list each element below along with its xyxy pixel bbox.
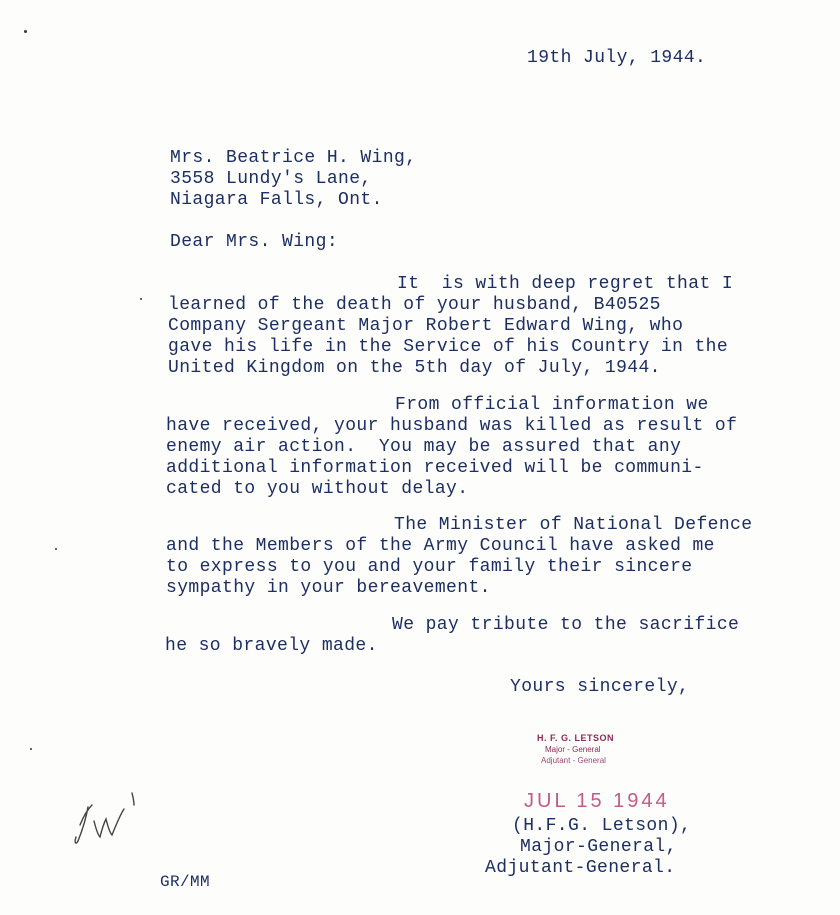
reference-initials: GR/MM [160, 873, 211, 891]
recipient-city: Niagara Falls, Ont. [170, 190, 383, 210]
paragraph-1-line: Company Sergeant Major Robert Edward Wing, who [168, 316, 684, 336]
signature-stamp-name: H. F. G. LETSON [537, 733, 615, 743]
paragraph-1-line: United Kingdom on the 5th day of July, 1944. [168, 358, 661, 378]
paragraph-3-line: and the Members of the Army Council have asked me [166, 536, 715, 556]
signatory-rank: Major-General, [520, 837, 677, 857]
paragraph-1-line: gave his life in the Service of his Country in the [168, 337, 729, 357]
paragraph-2-line: additional information received will be communi- [166, 458, 704, 478]
recipient-name: Mrs. Beatrice H. Wing, [170, 148, 417, 168]
salutation: Dear Mrs. Wing: [170, 232, 339, 252]
handwritten-initials-mark [70, 785, 160, 855]
paragraph-3-line: sympathy in your bereavement. [166, 578, 491, 598]
paper-speck [140, 298, 142, 300]
paragraph-2-line: enemy air action. You may be assured that any [166, 437, 682, 457]
closing: Yours sincerely, [510, 677, 690, 697]
signature-stamp-rank: Major - General [545, 745, 601, 754]
paragraph-2-line: From official information we [395, 395, 709, 415]
signatory-title: Adjutant-General. [485, 858, 676, 878]
paragraph-3-line: The Minister of National Defence [394, 515, 753, 535]
paragraph-2-line: cated to you without delay. [166, 479, 469, 499]
recipient-street: 3558 Lundy's Lane, [170, 169, 372, 189]
letter-date: 19th July, 1944. [527, 48, 707, 68]
paragraph-4-line: he so bravely made. [165, 636, 378, 656]
paragraph-1-line: learned of the death of your husband, B40525 [168, 295, 661, 315]
paragraph-1-line: It is with deep regret that I [397, 274, 734, 294]
paper-speck [30, 748, 32, 750]
received-date-stamp: JUL 15 1944 [524, 790, 670, 812]
paper-speck [24, 30, 27, 33]
signature-stamp-title: Adjutant - General [541, 756, 606, 765]
paragraph-3-line: to express to you and your family their sincere [166, 557, 693, 577]
paper-speck [55, 548, 57, 550]
paragraph-2-line: have received, your husband was killed as result of [166, 416, 738, 436]
paragraph-4-line: We pay tribute to the sacrifice [392, 615, 740, 635]
signatory-name: (H.F.G. Letson), [512, 816, 692, 836]
